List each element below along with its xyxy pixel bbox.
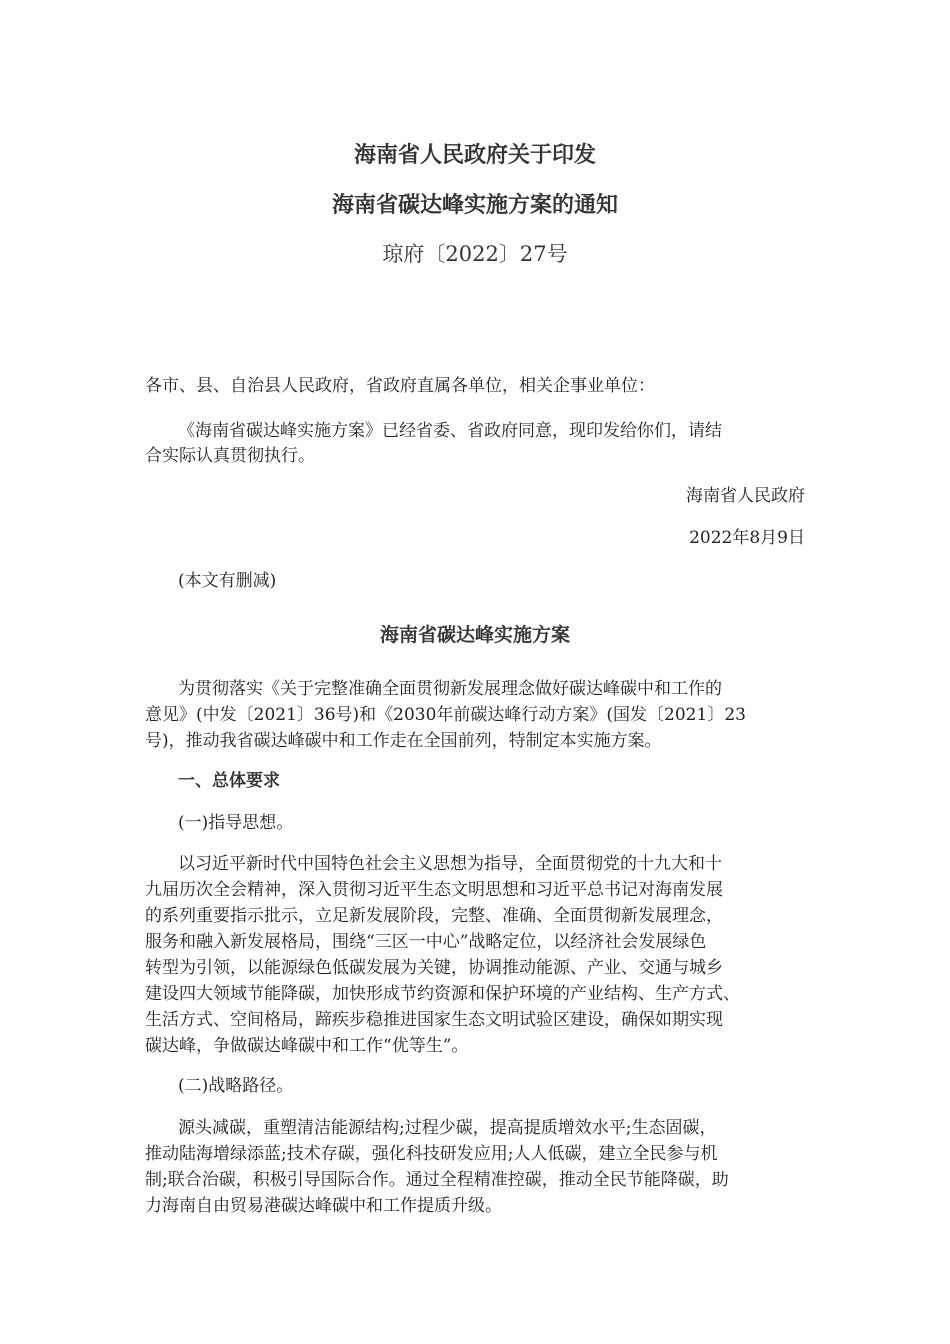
notice-title-line2: 海南省碳达峰实施方案的通知 [331,193,618,218]
subsection-heading: (一)指导思想。 [178,813,294,833]
notice-body-line: 《海南省碳达峰实施方案》已经省委、省政府同意，现印发给你们，请结 [178,421,722,441]
guiding-thought-line: 碳达峰，争做碳达峰碳中和工作“优等生”。 [145,1036,469,1056]
document-number: 琼府〔2022〕27号 [382,242,568,266]
strategy-path-line: 源头减碳，重塑清洁能源结构;过程少碳，提高提质增效水平;生态固碳， [178,1118,717,1138]
plan-intro-line: 意见》(中发〔2021〕36号)和《2030年前碳达峰行动方案》(国发〔2021〕23 [145,705,746,725]
guiding-thought-line: 九届历次全会精神，深入贯彻习近平生态文明思想和习近平总书记对海南发展 [145,880,723,900]
notice-body-line: 合实际认真贯彻执行。 [145,446,315,466]
guiding-thought-line: 服务和融入新发展格局，围绕“三区一中心”战略定位，以经济社会发展绿色 [145,932,707,952]
notice-title-line1: 海南省人民政府关于印发 [353,143,596,168]
plan-intro-line: 为贯彻落实《关于完整准确全面贯彻新发展理念做好碳达峰碳中和工作的 [178,679,722,699]
strategy-path-line: 力海南自由贸易港碳达峰碳中和工作提质升级。 [145,1196,502,1216]
abridged-note: (本文有删减) [178,571,277,591]
addressee: 各市、县、自治县人民政府，省政府直属各单位，相关企事业单位： [145,376,655,396]
issue-date: 2022年8月9日 [689,528,805,548]
guiding-thought-line: 生活方式、空间格局，蹄疾步稳推进国家生态文明试验区建设，确保如期实现 [145,1010,723,1030]
guiding-thought-line: 建设四大领域节能降碳，加快形成节约资源和保护环境的产业结构、生产方式、 [145,984,740,1004]
guiding-thought-line: 转型为引领，以能源绿色低碳发展为关键，协调推动能源、产业、交通与城乡 [145,958,723,978]
guiding-thought-line: 以习近平新时代中国特色社会主义思想为指导，全面贯彻党的十九大和十 [178,854,722,874]
section-heading: 一、总体要求 [178,771,280,791]
plan-intro-line: 号)，推动我省碳达峰碳中和工作走在全国前列，特制定本实施方案。 [145,731,662,751]
strategy-path-line: 推动陆海增绿添蓝;技术存碳，强化科技研发应用;人人低碳，建立全民参与机 [145,1144,718,1164]
subsection-heading: (二)战略路径。 [178,1076,294,1096]
plan-title: 海南省碳达峰实施方案 [379,624,570,646]
issuer-signature: 海南省人民政府 [686,486,805,506]
strategy-path-line: 制;联合治碳，积极引导国际合作。通过全程精准控碳，推动全民节能降碳，助 [145,1170,729,1190]
guiding-thought-line: 的系列重要指示批示，立足新发展阶段，完整、准确、全面贯彻新发展理念， [145,906,723,926]
